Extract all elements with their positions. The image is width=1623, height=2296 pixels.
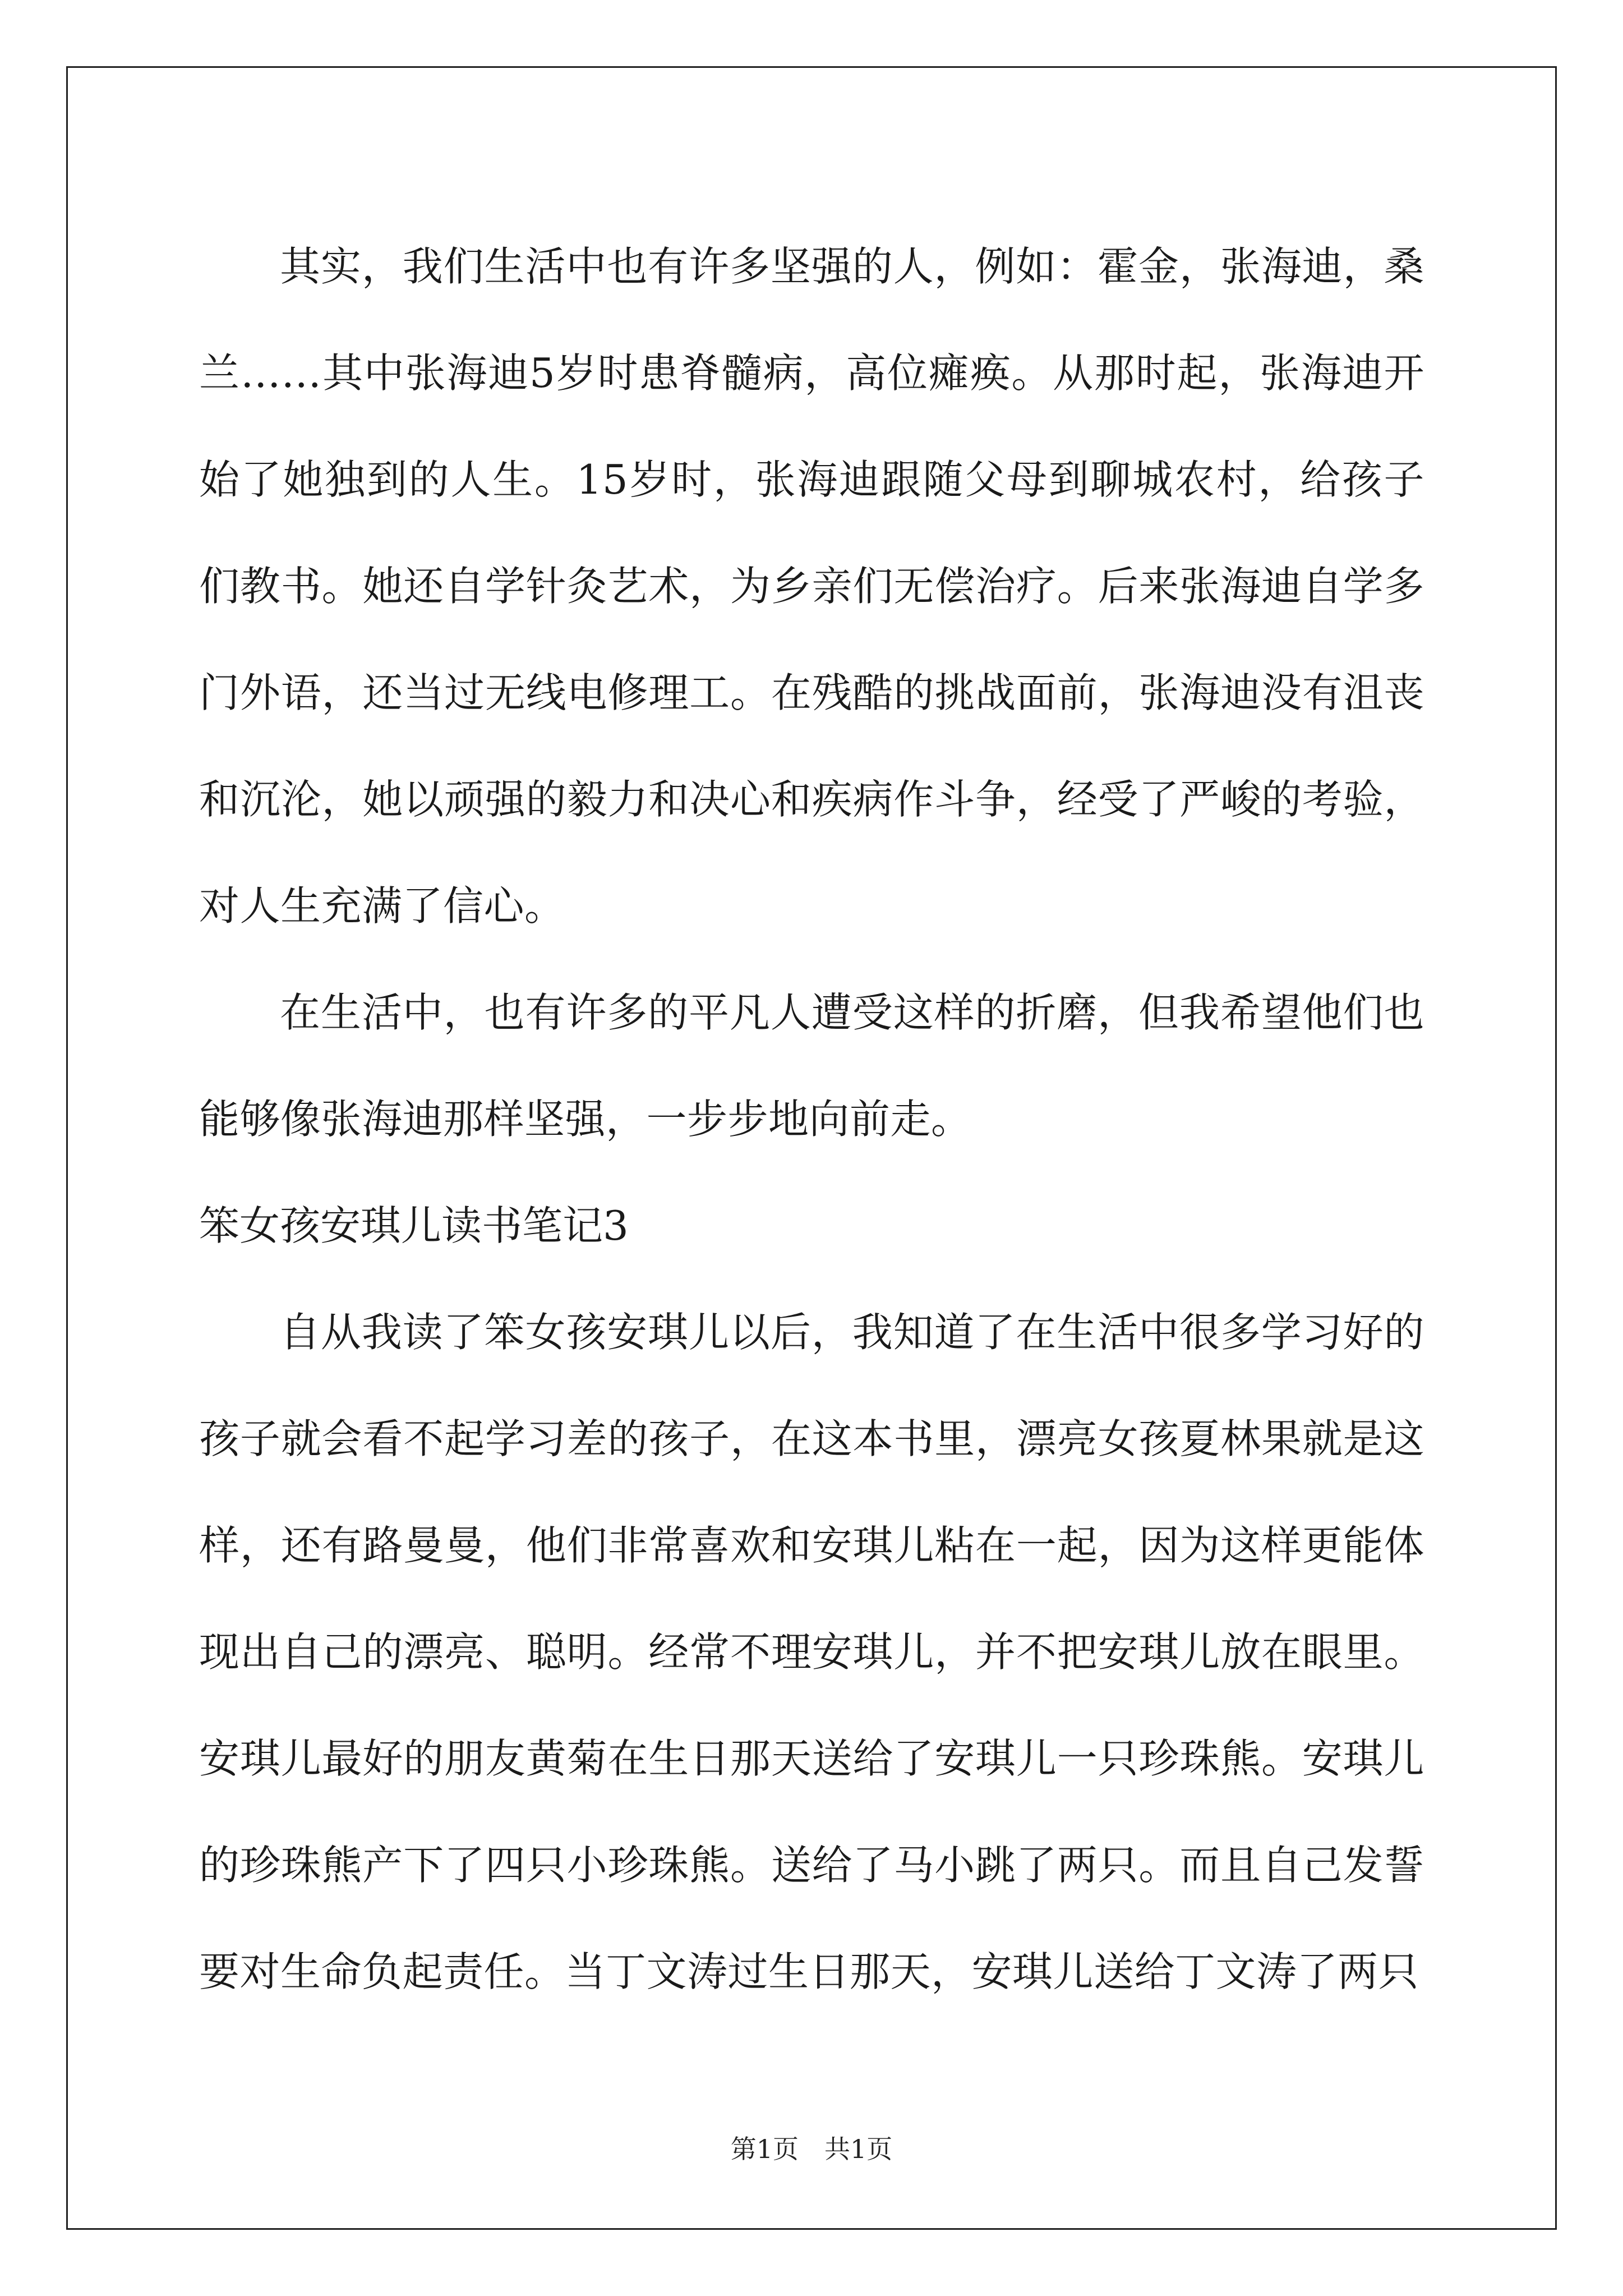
paragraph-3: 自从我读了笨女孩安琪儿以后，我知道了在生活中很多学习好的孩子就会看不起学习差的孩子，在这本书里，漂亮女孩夏林果就是这样，还有路曼曼，他们非常喜欢和安琪儿粘在一起，因为这样更能体现出自己的漂亮、聪明。经常不理安琪儿，并不把安琪儿放在眼里。安琪儿最好的朋友黄菊在生日那天送给了安琪儿一只珍珠熊。安琪儿的珍珠熊产下了四只小珍珠熊。送给了马小跳了两只。而且自己发誓要对生命负起责任。当丁文涛过生日那天，安琪儿送给丁文涛了两只: [199, 1309, 1424, 1995]
paragraph-1: 其实，我们生活中也有许多坚强的人，例如：霍金，张海迪，桑兰……其中张海迪5岁时患脊髓病，高位瘫痪。从那时起，张海迪开始了她独到的人生。15岁时，张海迪跟随父母到聊城农村，给孩子们教书。她还自学针灸艺术，为乡亲们无偿治疗。后来张海迪自学多门外语，还当过无线电修理工。在残酷的挑战面前，张海迪没有沮丧和沉沦，她以顽强的毅力和决心和疾病作斗争，经受了严峻的考验，对人生充满了信心。: [199, 243, 1424, 930]
page-number: 第1页: [730, 2134, 799, 2164]
section-heading: 笨女孩安琪儿读书笔记3: [199, 1202, 629, 1249]
document-body: [199, 213, 1424, 2025]
page-total: 共1页: [824, 2134, 893, 2164]
page-footer: [0, 2129, 1623, 2166]
paragraph-2: 在生活中，也有许多的平凡人遭受这样的折磨，但我希望他们也能够像张海迪那样坚强，一步步地向前走。: [199, 989, 1424, 1143]
